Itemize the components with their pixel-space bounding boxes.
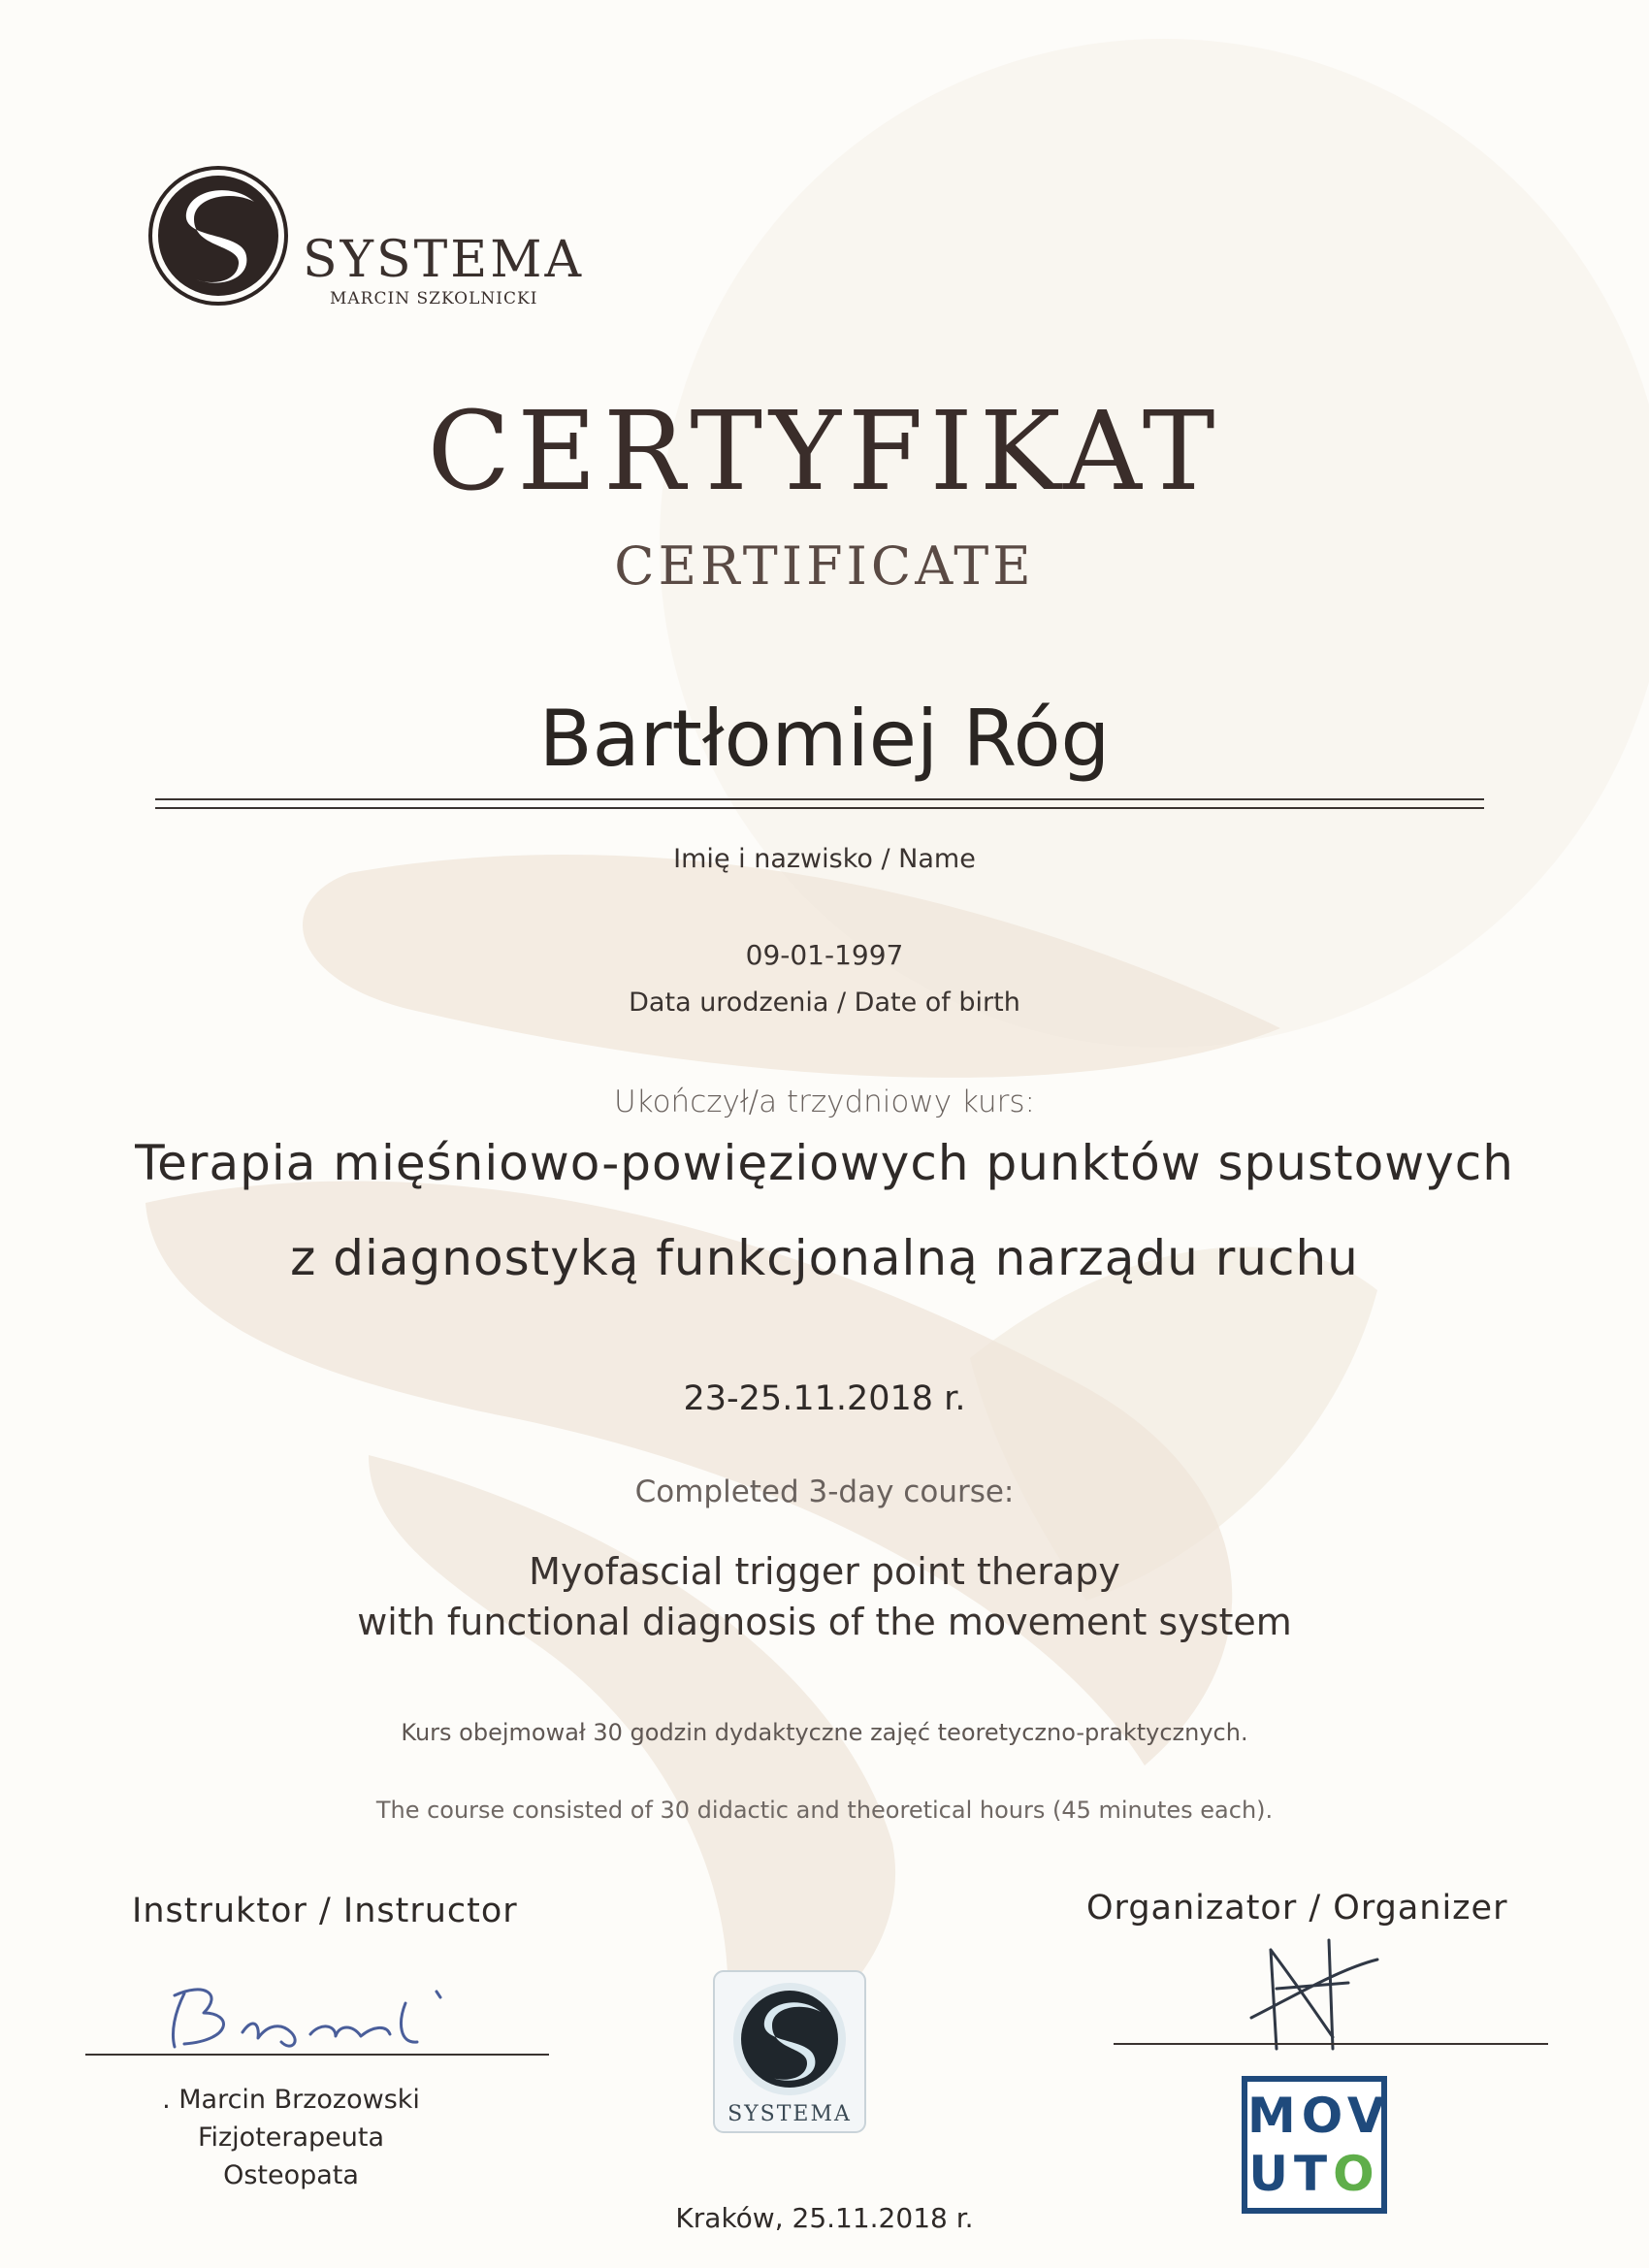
systema-s-logo-icon	[146, 163, 291, 308]
brand-subtitle: MARCIN SZKOLNICKI	[330, 289, 538, 308]
instructor-details	[146, 2081, 436, 2194]
instructor-title-1: Fizjoterapeuta	[197, 2122, 385, 2153]
brand-name: SYSTEMA	[303, 231, 585, 289]
certificate-subtitle: CERTIFICATE	[614, 535, 1035, 597]
certificate-title: CERTYFIKAT	[427, 389, 1222, 515]
instructor-label: Instruktor / Instructor	[132, 1892, 518, 1930]
course-hours-en: The course consisted of 30 didactic and theoretical hours (45 minutes each).	[375, 1797, 1274, 1824]
systema-bottom-logo-icon	[712, 1969, 867, 2134]
course-title-pl-line1: Terapia mięśniowo-powięziowych punktów spustowych	[135, 1135, 1514, 1191]
place-and-date: Kraków, 25.11.2018 r.	[675, 2202, 974, 2234]
instructor-signature-icon	[146, 1974, 475, 2061]
course-dates: 23-25.11.2018 r.	[683, 1379, 966, 1418]
course-intro-en: Completed 3-day course:	[634, 1474, 1015, 1509]
movuto-logo-row-2	[1247, 2146, 1381, 2202]
name-underline-top	[155, 798, 1484, 800]
organizer-signature-line	[1114, 2043, 1548, 2045]
instructor-title-2: Osteopata	[223, 2160, 359, 2190]
date-of-birth-value: 09-01-1997	[745, 939, 904, 971]
name-label: Imię i nazwisko / Name	[673, 844, 976, 874]
course-title-pl-line2: z diagnostyką funkcjonalną narządu ruchu	[290, 1230, 1359, 1286]
instructor-name: . Marcin Brzozowski	[162, 2085, 420, 2115]
course-hours-pl: Kurs obejmował 30 godzin dydaktyczne zajęć teoretyczno-praktycznych.	[401, 1719, 1248, 1746]
movuto-logo-row-2a: UT	[1248, 2146, 1334, 2202]
bottom-logo-text: SYSTEMA	[728, 2102, 852, 2126]
course-title-en-line1: Myofascial trigger point therapy	[529, 1550, 1120, 1593]
name-underline-bottom	[155, 807, 1484, 809]
course-intro-pl: Ukończył/a trzydniowy kurs:	[614, 1085, 1035, 1119]
organizer-label: Organizator / Organizer	[1086, 1889, 1508, 1928]
movuto-logo-row-1: MOV	[1247, 2088, 1391, 2144]
instructor-signature-line	[85, 2054, 549, 2056]
participant-name: Bartłomiej Róg	[538, 694, 1111, 784]
course-title-en-line2: with functional diagnosis of the movement system	[357, 1601, 1292, 1643]
date-of-birth-label: Data urodzenia / Date of birth	[629, 988, 1020, 1018]
organizer-signature-icon	[1232, 1930, 1397, 2057]
movuto-logo	[1242, 2076, 1391, 2214]
movuto-logo-row-2b: O	[1333, 2146, 1380, 2202]
